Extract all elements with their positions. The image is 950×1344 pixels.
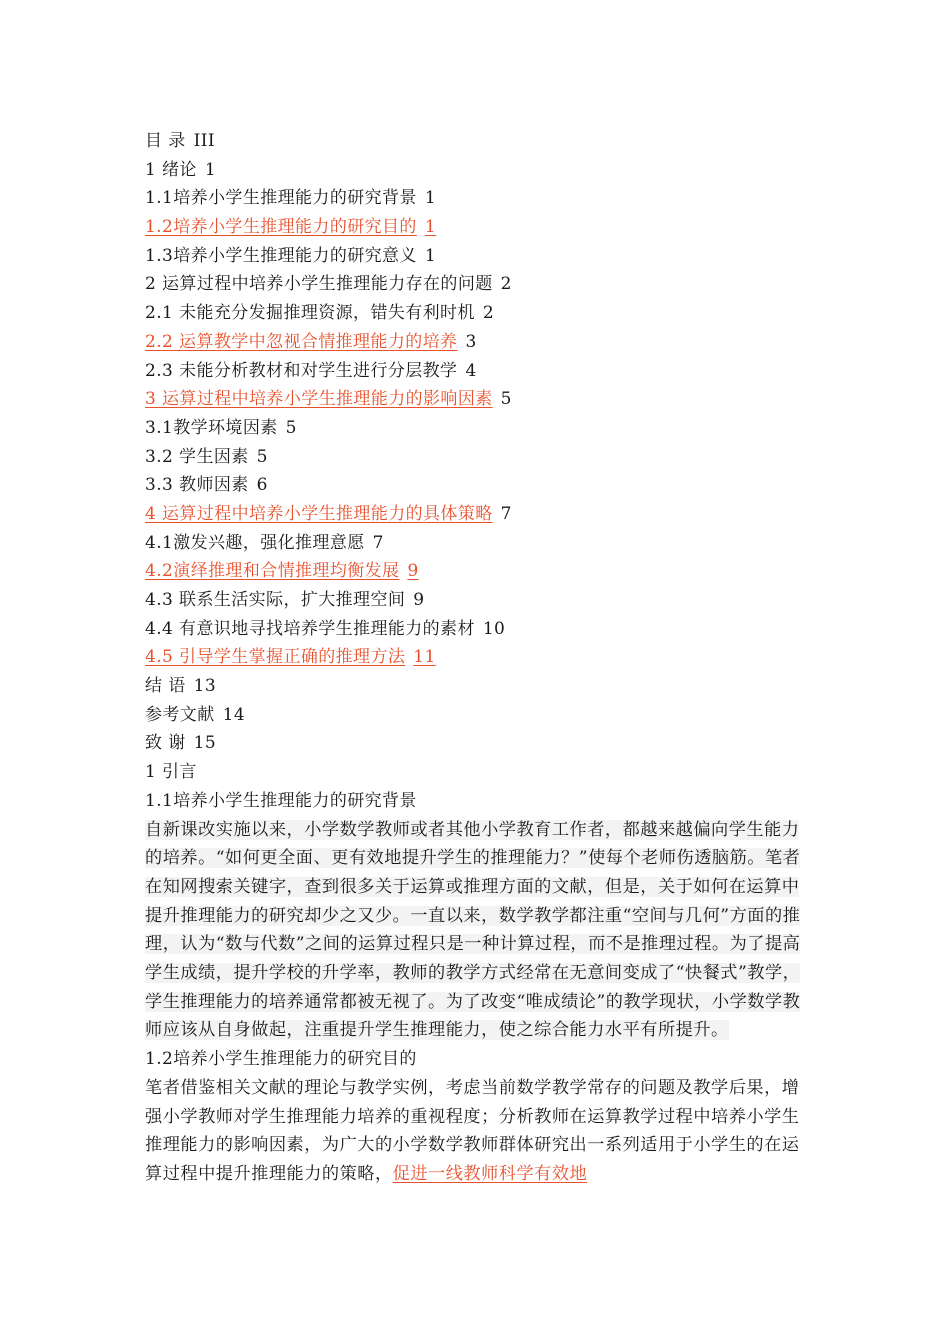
toc-entry-title[interactable]: 4.2演绎推理和合情推理均衡发展: [145, 561, 400, 582]
toc-entry: [145, 443, 825, 472]
toc-entry-page: 2: [500, 274, 512, 295]
toc-entry-title[interactable]: 4.5 引导学生掌握正确的推理方法: [145, 647, 406, 668]
toc-entry-page: 5: [256, 446, 268, 467]
toc-entry-page: 5: [500, 389, 512, 410]
subsection-heading-purpose: 1.2培养小学生推理能力的研究目的: [145, 1049, 417, 1070]
paragraph-purpose: [145, 1074, 813, 1189]
toc-entry-page: 7: [372, 532, 384, 553]
toc-entry: [145, 471, 825, 500]
toc-entry-page: 13: [193, 676, 217, 697]
toc-entry: [145, 357, 825, 386]
table-of-contents: [145, 127, 825, 758]
toc-entry-page: 1: [424, 245, 437, 266]
toc-entry[interactable]: [145, 385, 825, 414]
toc-entry-title: 4.4 有意识地寻找培养学生推理能力的素材: [145, 618, 475, 639]
toc-entry: [145, 270, 825, 299]
toc-entry-title: 2.3 未能分析教材和对学生进行分层教学: [145, 360, 458, 381]
toc-entry: [145, 414, 825, 443]
toc-entry-page: III: [193, 131, 215, 151]
toc-entry: [145, 299, 825, 328]
toc-entry: [145, 184, 825, 213]
toc-entry-title[interactable]: 4 运算过程中培养小学生推理能力的具体策略: [145, 503, 493, 524]
toc-entry: [145, 729, 825, 758]
toc-entry-page: 4: [465, 360, 477, 381]
toc-entry-page: 7: [500, 503, 512, 524]
toc-entry-page: 10: [482, 618, 506, 639]
toc-entry-title: 结 语: [145, 676, 186, 697]
toc-entry-title: 参考文献: [145, 704, 215, 725]
toc-entry-page: 11: [413, 647, 436, 668]
toc-entry[interactable]: [145, 643, 825, 672]
toc-entry-page: 14: [222, 704, 246, 725]
toc-entry-page: 5: [285, 417, 297, 438]
toc-entry-title[interactable]: 1.2培养小学生推理能力的研究目的: [145, 217, 417, 238]
paragraph-background-text: 自新课改实施以来，小学数学教师或者其他小学教育工作者，都越来越偏向学生能力的培养。“如何更全面、更有效地提升学生的推理能力？”使每个老师伤透脑筋。笔者在知网搜索关键字，查到很多关于运算或推理方面的文献，但是，关于如何在运算中提升推理能力的研究却少之又少。一直以来，数学教学都注重“空间与几何”方面的推理，认为“数与代数”之间的运算过程只是一种计算过程，而不是推理过程。为了提高学生成绩，提升学校的升学率，教师的教学方式经常在无意间变成了“快餐式”教学，学生推理能力的培养通常都被无视了。为了改变“唯成绩论”的教学现状，小学数学教师应该从自身做起，注重提升学生推理能力，使之综合能力水平有所提升。: [145, 819, 801, 1041]
toc-entry-page: 6: [256, 475, 268, 496]
toc-entry-title[interactable]: 3 运算过程中培养小学生推理能力的影响因素: [145, 389, 493, 410]
toc-entry-page: 1: [424, 188, 437, 209]
toc-entry-title: 1.3培养小学生推理能力的研究意义: [145, 245, 417, 266]
toc-entry[interactable]: [145, 328, 825, 357]
toc-entry[interactable]: [145, 500, 825, 529]
toc-entry-page: 1: [424, 217, 437, 238]
toc-entry: [145, 586, 825, 615]
toc-entry: [145, 529, 825, 558]
toc-entry-title: 致 谢: [145, 733, 186, 754]
toc-entry-title: 2.1 未能充分发掘推理资源，错失有利时机: [145, 303, 475, 324]
toc-entry[interactable]: [145, 213, 825, 242]
toc-entry-title: 3.2 学生因素: [145, 446, 249, 467]
toc-entry: [145, 242, 825, 271]
toc-entry: [145, 127, 825, 156]
paragraph-purpose-text: 笔者借鉴相关文献的理论与教学实例，考虑当前数学教学常存的问题及教学后果，增强小学教师对学生推理能力培养的重视程度；分析教师在运算教学过程中培养小学生推理能力的影响因素，为广大的小学数学教师群体研究出一系列适用于小学生的在运算过程中提升推理能力的策略，: [145, 1077, 800, 1184]
toc-entry-title: 3.1教学环境因素: [145, 417, 278, 438]
toc-entry-page: 1: [204, 159, 217, 180]
toc-entry[interactable]: [145, 557, 825, 586]
toc-entry: [145, 672, 825, 701]
toc-entry-page: 9: [407, 561, 419, 582]
toc-entry-page: 9: [413, 590, 425, 610]
paragraph-purpose-link[interactable]: 促进一线教师科学有效地: [392, 1163, 588, 1184]
document-page: [145, 127, 825, 1189]
section-heading-intro: 1 引言: [145, 762, 197, 783]
toc-entry-title: 4.3 联系生活实际，扩大推理空间: [145, 590, 406, 610]
toc-entry-page: 15: [193, 733, 217, 754]
toc-entry: [145, 615, 825, 644]
toc-entry-page: 2: [482, 303, 495, 324]
toc-entry-title: 3.3 教师因素: [145, 475, 249, 496]
toc-entry-title: 2 运算过程中培养小学生推理能力存在的问题: [145, 274, 493, 295]
toc-entry-title: 1 绪论: [145, 159, 197, 180]
toc-entry: [145, 156, 825, 185]
paragraph-background: [145, 816, 813, 1046]
toc-entry-title: 1.1培养小学生推理能力的研究背景: [145, 188, 417, 209]
subsection-heading-background: 1.1培养小学生推理能力的研究背景: [145, 790, 417, 811]
toc-entry-page: 3: [465, 331, 477, 352]
toc-entry-title: 4.1激发兴趣，强化推理意愿: [145, 532, 365, 553]
toc-entry: [145, 701, 825, 730]
toc-entry-title: 目 录: [145, 131, 186, 151]
toc-entry-title[interactable]: 2.2 运算教学中忽视合情推理能力的培养: [145, 331, 458, 352]
